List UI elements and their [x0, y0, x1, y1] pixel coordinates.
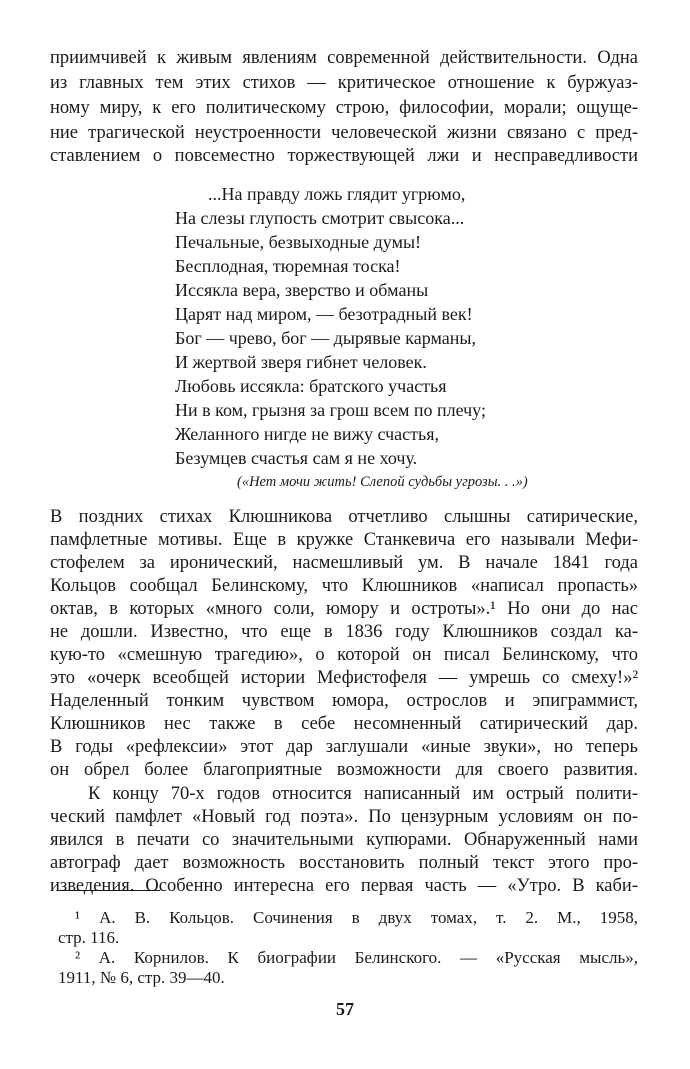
- text-line: Наделенный тонким чувством юмора, острослов и эпиграммист,: [50, 691, 638, 711]
- poem-attribution: («Нет мочи жить! Слепой судьбы угрозы. . .»): [237, 474, 528, 490]
- footnote-1-continued: стр. 116.: [58, 928, 120, 947]
- text-line: Клюшников нес также в себе несомненный сатирический дар.: [50, 714, 638, 734]
- poem-line: Иссякла вера, зверство и обманы: [175, 280, 429, 300]
- text-line: ческий памфлет «Новый год поэта». По цензурным условиям он по-: [50, 807, 638, 827]
- text-line: стофелем за иронический, насмешливый ум. В начале 1841 года: [50, 553, 638, 573]
- poem-line: Бог — чрево, бог — дырявые карманы,: [175, 328, 476, 348]
- text-line: октав, в которых «много соли, юмору и остроты».¹ Но они до нас: [50, 599, 638, 619]
- footnote-1: ¹ А. В. Кольцов. Сочинения в двух томах, т. 2. М., 1958,: [75, 908, 638, 927]
- text-line: ние трагической неустроенности человеческой жизни связано с пред-: [50, 123, 638, 143]
- poem-line: Желанного нигде не вижу счастья,: [175, 424, 439, 444]
- text-line: памфлетные мотивы. Еще в кружке Станкевича его называли Мефи-: [50, 530, 638, 550]
- poem-line: Ни в ком, грызня за грош всем по плечу;: [175, 400, 486, 420]
- text-line: не дошли. Известно, что еще в 1836 году Клюшников создал ка-: [50, 622, 638, 642]
- text-line: приимчивей к живым явлениям современной действительности. Одна: [50, 48, 638, 68]
- text-line: К концу 70-х годов относится написанный им острый полити-: [88, 784, 638, 804]
- text-line: В поздних стихах Клюшникова отчетливо слышны сатирические,: [50, 507, 638, 527]
- text-line: Кольцов сообщал Белинскому, что Клюшников «написал пропасть»: [50, 576, 638, 596]
- footnote-2: ² А. Корнилов. К биографии Белинского. — «Русская мысль»,: [75, 948, 638, 967]
- poem-line: Любовь иссякла: братского участья: [175, 376, 447, 396]
- poem-line: Бесплодная, тюремная тоска!: [175, 256, 401, 276]
- text-line: ставлением о повсеместно торжествующей лжи и несправедливости: [50, 146, 638, 166]
- poem-line: И жертвой зверя гибнет человек.: [175, 352, 427, 372]
- text-line: автограф дает возможность восстановить полный текст этого про-: [50, 853, 638, 873]
- text-line: ному миру, к его политическому строю, философии, морали; ощуще-: [50, 98, 638, 118]
- poem-line: Печальные, безвыходные думы!: [175, 232, 422, 252]
- footnote-divider: [58, 890, 160, 891]
- text-line: он обрел более благоприятные возможности для своего развития.: [50, 760, 638, 780]
- poem-line: Царят над миром, — безотрадный век!: [175, 304, 473, 324]
- text-line: кую-то «смешную трагедию», о которой он писал Белинскому, что: [50, 645, 638, 665]
- text-line: явился в печати со значительными купюрами. Обнаруженный нами: [50, 830, 638, 850]
- poem-line: Безумцев счастья сам я не хочу.: [175, 448, 418, 468]
- poem-line: ...На правду ложь глядит угрюмо,: [208, 184, 466, 204]
- text-line: это «очерк всеобщей истории Мефистофеля — умрешь со смеху!»²: [50, 668, 638, 688]
- poem-line: На слезы глупость смотрит свысока...: [175, 208, 465, 228]
- footnote-2-continued: 1911, № 6, стр. 39—40.: [58, 968, 225, 987]
- text-line: В годы «рефлексии» этот дар заглушали «иные звуки», но теперь: [50, 737, 638, 757]
- text-line: изведения. Особенно интересна его первая часть — «Утро. В каби-: [50, 876, 638, 896]
- text-line: из главных тем этих стихов — критическое отношение к буржуаз-: [50, 73, 638, 93]
- page-number: 57: [336, 999, 354, 1019]
